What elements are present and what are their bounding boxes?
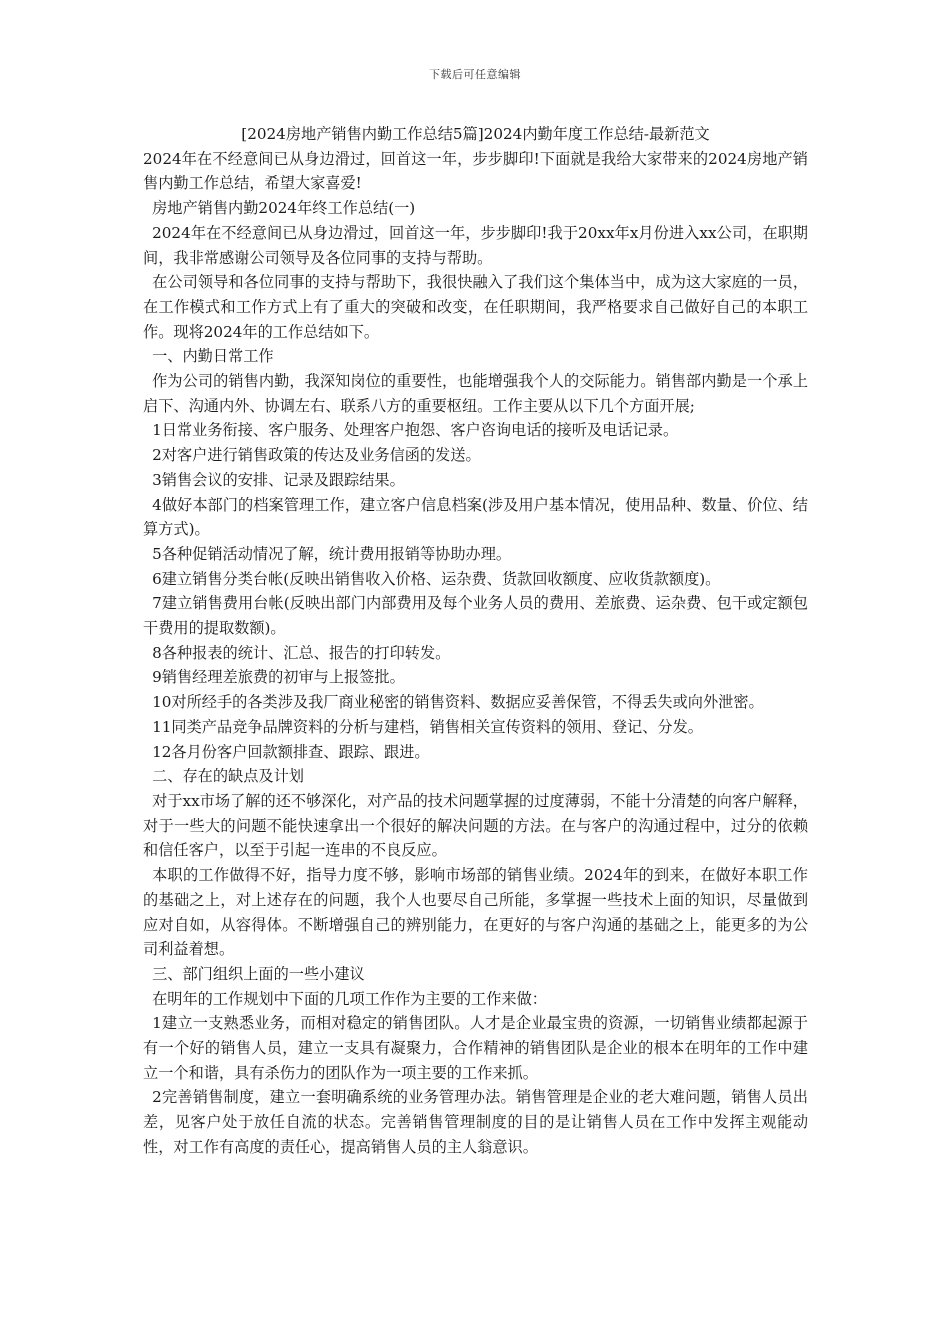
paragraph: 二、存在的缺点及计划 [152, 767, 304, 786]
paragraph: 在公司领导和各位同事的支持与帮助下，我很快融入了我们这个集体当中，成为这大家庭的一员，在工作模式和工作方式上有了重大的突破和改变，在任职期间，我严格要求自己做好自己的本职工作。现将2024年的工作总结如下。 [143, 273, 808, 341]
paragraph: 1日常业务衔接、客户服务、处理客户抱怨、客户咨询电话的接听及电话记录。 [152, 421, 679, 440]
paragraph: 一、内勤日常工作 [152, 347, 274, 366]
paragraph: 12各月份客户回款额排查、跟踪、跟进。 [152, 742, 430, 761]
paragraph: 4做好本部门的档案管理工作，建立客户信息档案(涉及用户基本情况，使用品种、数量、价位、结算方式)。 [143, 495, 808, 539]
document-title: [2024房地产销售内勤工作总结5篇]2024内勤年度工作总结-最新范文 [241, 125, 710, 143]
document-body [143, 122, 808, 1160]
paragraph: 在明年的工作规划中下面的几项工作作为主要的工作来做： [152, 989, 547, 1008]
paragraph: 7建立销售费用台帐(反映出部门内部费用及每个业务人员的费用、差旅费、运杂费、包干或定额包干费用的提取数额)。 [143, 594, 808, 638]
paragraph: 2024年在不经意间已从身边滑过，回首这一年，步步脚印!下面就是我给大家带来的2024房地产销售内勤工作总结，希望大家喜爱! [143, 149, 808, 193]
paragraph: 房地产销售内勤2024年终工作总结(一) [152, 199, 416, 218]
paragraph: 作为公司的销售内勤，我深知岗位的重要性，也能增强我个人的交际能力。销售部内勤是一个承上启下、沟通内外、协调左右、联系八方的重要枢纽。工作主要从以下几个方面开展; [143, 372, 808, 415]
paragraph: 11同类产品竞争品牌资料的分析与建档，销售相关宣传资料的领用、登记、分发。 [152, 717, 703, 736]
paragraph: 本职的工作做得不好，指导力度不够，影响市场部的销售业绩。2024年的到来，在做好本职工作的基础之上，对上述存在的问题，我个人也要尽自己所能，多掌握一些技术上面的知识，尽量做到应对自如，从容得体。不断增强自己的辨别能力，在更好的与客户沟通的基础之上，能更多的为公司利益着想。 [143, 866, 808, 959]
paragraph: 2对客户进行销售政策的传达及业务信函的发送。 [152, 446, 481, 465]
paragraph: 2024年在不经意间已从身边滑过，回首这一年，步步脚印!我于20xx年x月份进入xx公司，在职期间，我非常感谢公司领导及各位同事的支持与帮助。 [143, 223, 808, 267]
header-note: 下载后可任意编辑 [429, 68, 521, 81]
paragraph: 9销售经理差旅费的初审与上报签批。 [152, 668, 405, 687]
paragraph: 6建立销售分类台帐(反映出销售收入价格、运杂费、货款回收额度、应收货款额度)。 [152, 569, 721, 588]
paragraph-list [143, 147, 808, 1160]
paragraph: 对于xx市场了解的还不够深化，对产品的技术问题掌握的过度薄弱，不能十分清楚的向客户解释，对于一些大的问题不能快速拿出一个很好的解决问题的方法。在与客户的沟通过程中，过分的依赖和信任客户，以至于引起一连串的不良反应。 [143, 791, 808, 860]
paragraph: 10对所经手的各类涉及我厂商业秘密的销售资料、数据应妥善保管，不得丢失或向外泄密。 [152, 693, 764, 712]
paragraph: 1建立一支熟悉业务，而相对稳定的销售团队。人才是企业最宝贵的资源，一切销售业绩都起源于有一个好的销售人员，建立一支具有凝聚力，合作精神的销售团队是企业的根本在明年的工作中建立一个和谐，具有杀伤力的团队作为一项主要的工作来抓。 [143, 1014, 808, 1082]
paragraph: 3销售会议的安排、记录及跟踪结果。 [152, 470, 405, 489]
paragraph: 2完善销售制度，建立一套明确系统的业务管理办法。销售管理是企业的老大难问题，销售人员出差，见客户处于放任自流的状态。完善销售管理制度的目的是让销售人员在工作中发挥主观能动性，对工作有高度的责任心，提高销售人员的主人翁意识。 [143, 1088, 808, 1156]
paragraph: 8各种报表的统计、汇总、报告的打印转发。 [152, 643, 451, 662]
paragraph: 三、部门组织上面的一些小建议 [152, 964, 365, 983]
paragraph: 5各种促销活动情况了解，统计费用报销等协助办理。 [152, 544, 512, 563]
